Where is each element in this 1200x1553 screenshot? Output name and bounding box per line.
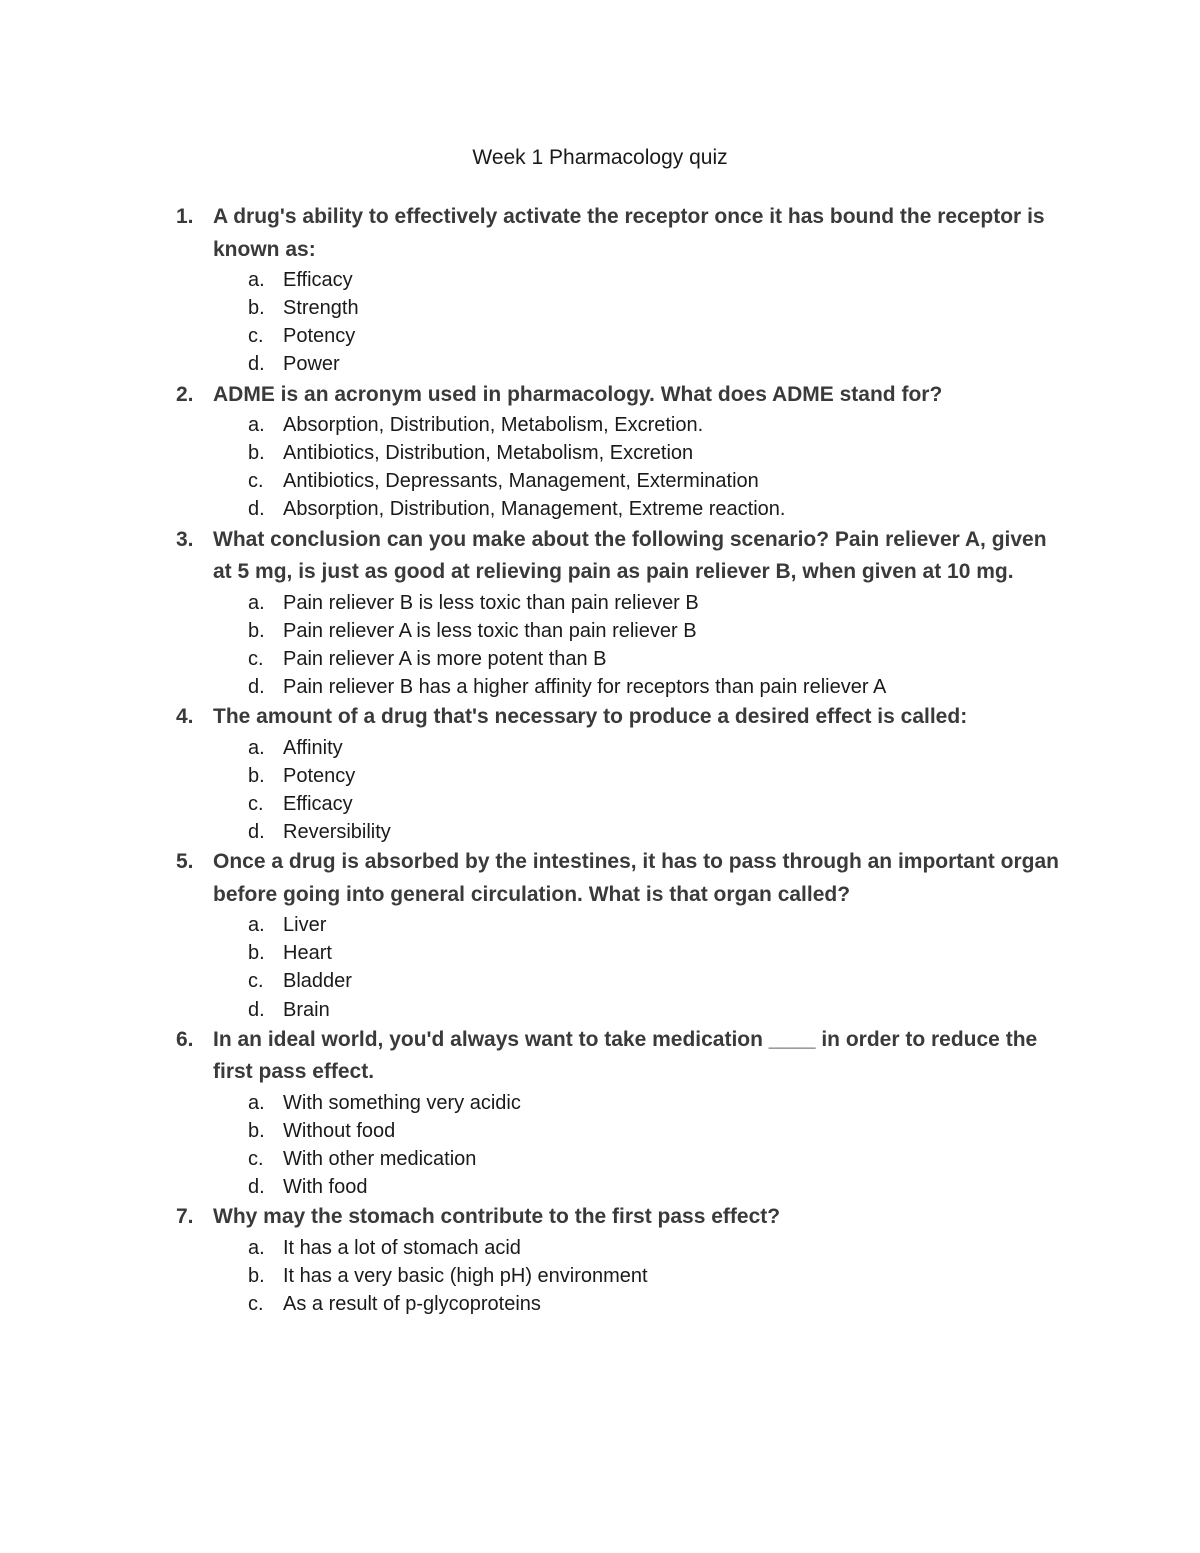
option-text: Potency [283,325,356,348]
option-list [0,734,1200,846]
option-item [0,467,1200,495]
question-text: ADME is an acronym used in pharmacology. What does ADME stand for? [213,382,943,406]
option-letter: d. [248,820,265,843]
option-text: Power [283,353,340,376]
option-item [0,734,1200,762]
option-letter: b. [248,619,265,642]
option-item [0,350,1200,378]
option-letter: b. [248,1119,265,1142]
option-item [0,1262,1200,1290]
option-letter: c. [248,647,264,670]
option-text: Absorption, Distribution, Management, Extreme reaction. [283,498,786,521]
option-letter: a. [248,914,265,937]
option-letter: a. [248,591,265,614]
option-letter: c. [248,470,264,493]
option-item [0,411,1200,439]
option-text: Antibiotics, Distribution, Metabolism, Excretion [283,442,694,465]
question-item [0,524,1200,702]
question-text: The amount of a drug that's necessary to produce a desired effect is called: [213,705,968,729]
option-text: Potency [283,764,356,787]
option-text: Reversibility [283,820,391,843]
option-list [0,911,1200,1023]
option-text: Efficacy [283,792,353,815]
option-letter: d. [248,498,265,521]
question-item [0,1201,1200,1318]
option-text: Affinity [283,736,343,759]
option-list [0,1089,1200,1201]
option-item [0,645,1200,673]
option-item [0,818,1200,846]
question-text: A drug's ability to effectively activate the receptor once it has bound the receptor is known as: [213,205,1045,261]
option-item [0,790,1200,818]
option-letter: c. [248,1292,264,1315]
option-item [0,1173,1200,1201]
option-letter: c. [248,792,264,815]
option-letter: c. [248,970,264,993]
option-item [0,967,1200,995]
option-item [0,589,1200,617]
option-text: Bladder [283,970,352,993]
option-item [0,762,1200,790]
question-item [0,379,1200,524]
question-item [0,701,1200,846]
option-item [0,1234,1200,1262]
question-number: 1. [176,205,194,228]
option-letter: d. [248,1176,265,1199]
option-text: With other medication [283,1148,477,1170]
option-text: Without food [283,1119,396,1142]
option-text: Heart [283,942,332,965]
question-number: 3. [176,527,194,551]
option-text: With something very acidic [283,1091,521,1114]
option-list [0,1234,1200,1318]
option-letter: d. [248,676,265,698]
option-item [0,911,1200,939]
option-item [0,266,1200,294]
option-item [0,1290,1200,1318]
option-item [0,322,1200,350]
option-text: Absorption, Distribution, Metabolism, Excretion. [283,414,704,437]
option-item [0,294,1200,322]
question-number: 6. [176,1027,194,1051]
option-item [0,1089,1200,1117]
option-text: Strength [283,297,359,320]
option-letter: d. [248,998,265,1021]
option-letter: b. [248,764,265,787]
option-list [0,266,1200,378]
option-letter: c. [248,325,264,348]
option-letter: a. [248,414,265,437]
option-item [0,673,1200,701]
question-text: Why may the stomach contribute to the first pass effect? [213,1205,781,1229]
question-item [0,1024,1200,1202]
option-letter: c. [248,1148,264,1170]
option-item [0,1117,1200,1145]
option-letter: b. [248,942,265,965]
option-text: Pain reliever B is less toxic than pain reliever B [283,591,699,614]
option-letter: a. [248,1236,265,1259]
option-text: Brain [283,998,330,1021]
question-item [0,201,1200,379]
option-letter: d. [248,353,265,376]
question-number: 5. [176,850,194,874]
option-item [0,495,1200,523]
option-list [0,589,1200,701]
option-item [0,1145,1200,1173]
question-number: 7. [176,1205,194,1229]
question-number: 4. [176,705,194,729]
page-title: Week 1 Pharmacology quiz [472,146,728,169]
option-text: Pain reliever A is less toxic than pain reliever B [283,619,697,642]
option-letter: b. [248,1264,265,1287]
option-text: Pain reliever B has a higher affinity for receptors than pain reliever A [283,676,887,698]
option-item [0,996,1200,1024]
question-item [0,846,1200,1024]
option-text: With food [283,1176,368,1199]
option-item [0,439,1200,467]
option-text: It has a very basic (high pH) environment [283,1264,648,1287]
option-text: Pain reliever A is more potent than B [283,647,607,670]
option-letter: a. [248,736,265,759]
option-text: Antibiotics, Depressants, Management, Extermination [283,470,759,493]
option-list [0,411,1200,523]
option-letter: a. [248,269,265,292]
option-letter: a. [248,1091,265,1114]
option-letter: b. [248,297,265,320]
question-text: In an ideal world, you'd always want to take medication ____ in order to reduce the first pass effect. [213,1027,1038,1084]
option-item [0,939,1200,967]
question-list [0,201,1200,1318]
question-text: What conclusion can you make about the following scenario? Pain reliever A, given at 5 mg, is just as good at relieving pain as pain reliever B, when given at 10 mg. [213,527,1047,584]
option-text: Liver [283,914,327,937]
option-letter: b. [248,442,265,465]
option-item [0,617,1200,645]
question-text: Once a drug is absorbed by the intestines, it has to pass through an important organ before going into general circulation. What is that organ called? [213,850,1059,906]
option-text: It has a lot of stomach acid [283,1236,521,1259]
question-number: 2. [176,382,194,406]
option-text: Efficacy [283,269,353,292]
option-text: As a result of p-glycoproteins [283,1292,541,1315]
